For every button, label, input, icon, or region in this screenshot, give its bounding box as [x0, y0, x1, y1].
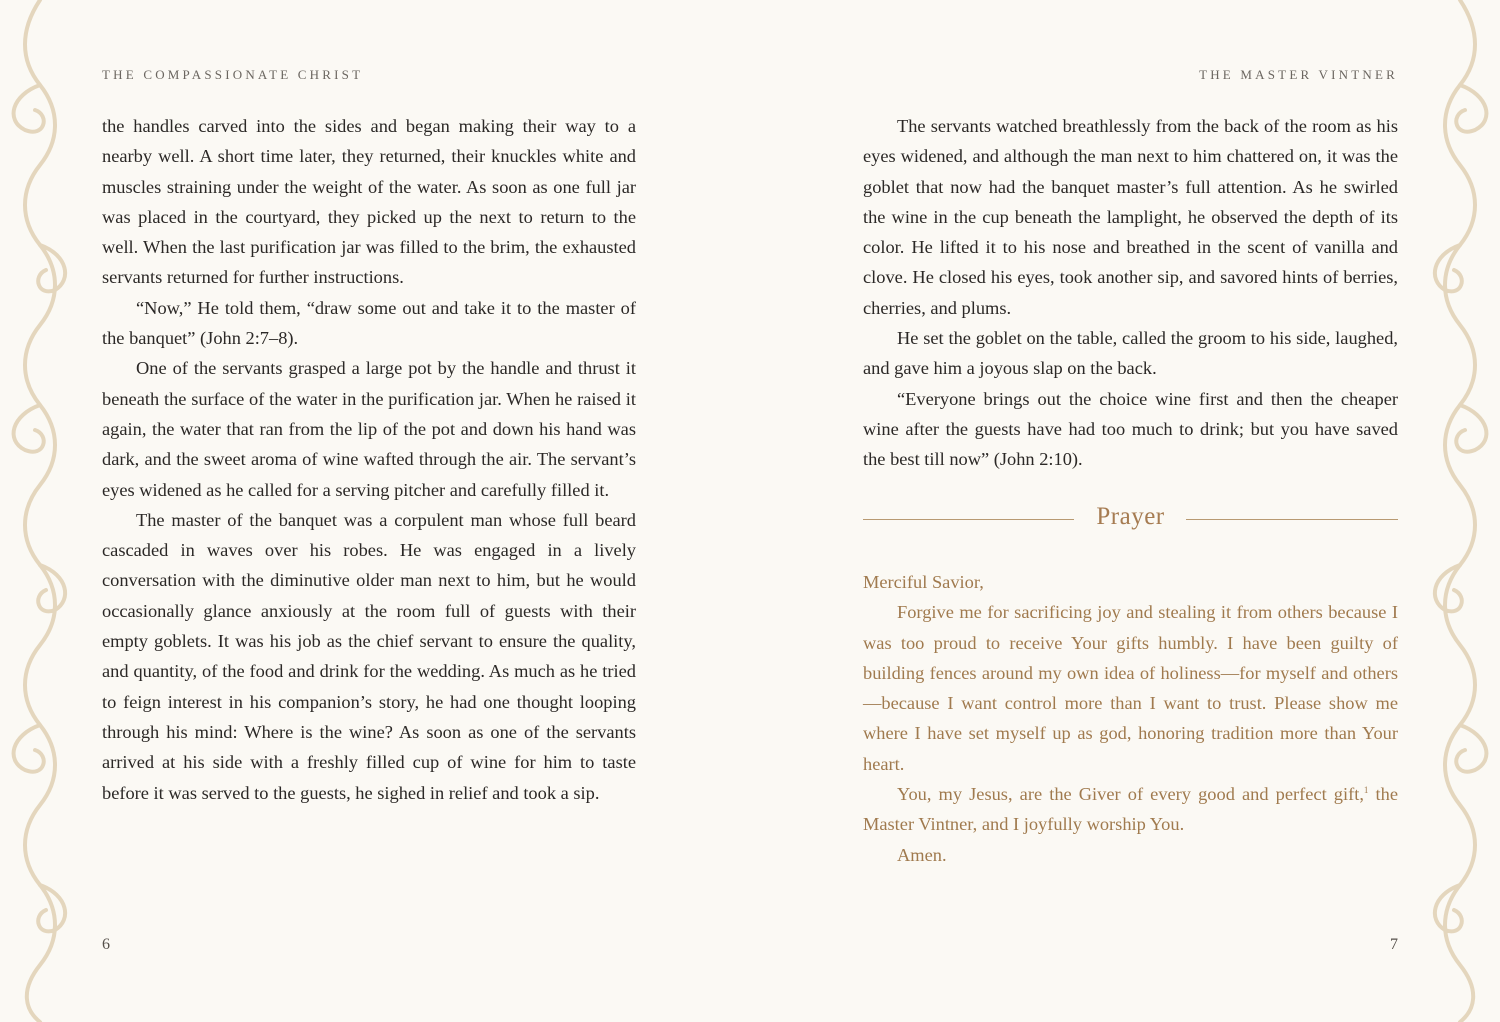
running-head-right: THE MASTER VINTNER [1199, 67, 1398, 82]
paragraph: “Everyone brings out the choice wine first and then the cheaper wine after the guests have had too much to drink; but you have saved the best till now” (John 2:10). [863, 388, 1398, 470]
footnote-marker: 1 [1363, 784, 1369, 795]
paragraph: the handles carved into the sides and began making their way to a nearby well. A short time later, they returned, their knuckles white and muscles straining under the weight of the water. As soon as one full jar was placed in the courtyard, they picked up the next to return to the well. When the last purification jar was filled to the brim, the exhausted servants returned for further instructions. [102, 116, 636, 288]
paragraph: One of the servants grasped a large pot by the handle and thrust it beneath the surface of the water in the purification jar. When he raised it again, the water that ran from the lip of the pot and down his hand was dark, and the sweet aroma of wine wafted through the air. The servant’s eyes widened as he called for a serving pitcher and carefully filled it. [102, 358, 636, 500]
prayer-salutation: Merciful Savior, [863, 572, 984, 592]
page-number: 7 [1390, 936, 1398, 953]
prayer-heading [863, 503, 1398, 539]
paragraph: He set the goblet on the table, called the groom to his side, laughed, and gave him a joyous slap on the back. [863, 328, 1398, 379]
prayer-closing: Amen. [897, 844, 947, 865]
page-number: 6 [102, 936, 110, 953]
prayer-title: Prayer [1096, 503, 1165, 530]
left-scroll-ornament-icon [0, 0, 80, 1022]
right-scroll-ornament-icon [1420, 0, 1500, 1022]
prayer-text-span: You, my Jesus, are the Giver of every good and perfect gift, [897, 784, 1364, 805]
running-head-left: THE COMPASSIONATE CHRIST [102, 67, 364, 82]
heading-rule-right [1186, 519, 1398, 520]
right-page [863, 0, 1398, 1022]
prayer-text [863, 567, 1398, 870]
right-body-text [863, 111, 1398, 475]
prayer-paragraph: Forgive me for sacrificing joy and stealing it from others because I was too proud to receive Your gifts humbly. I have been guilty of building fences around my own idea of holiness—for myself and others—because I want control more than I want to trust. Please show me where I have set myself up as god, honoring tradition more than Your heart. [863, 602, 1398, 774]
paragraph: The master of the banquet was a corpulent man whose full beard cascaded in waves over his robes. He was engaged in a lively conversation with the diminutive older man next to him, but he would occasionally glance anxiously at the room full of guests with their empty goblets. It was his job as the chief servant to ensure the quality, and quantity, of the food and drink for the wedding. As much as he tried to feign interest in his companion’s story, he had one thought looping through his mind: Where is the wine? As soon as one of the servants arrived at his side with a freshly filled cup of wine for him to taste before it was served to the guests, he sighed in relief and took a sip. [102, 509, 636, 803]
prayer-text-span: the Master Vintner, and I joyfully worship You. [863, 784, 1398, 835]
paragraph: “Now,” He told them, “draw some out and take it to the master of the banquet” (John 2:7–8). [102, 297, 636, 349]
prayer-paragraph [863, 779, 1398, 840]
paragraph: The servants watched breathlessly from the back of the room as his eyes widened, and although the man next to him chattered on, it was the goblet that now had the banquet master’s full attention. As he swirled the wine in the cup beneath the lamplight, he observed the depth of its color. He lifted it to his nose and breathed in the scent of vanilla and clove. He closed his eyes, took another sip, and savored hints of berries, cherries, and plums. [863, 116, 1398, 318]
left-page [102, 0, 636, 1022]
left-body-text [102, 111, 636, 808]
